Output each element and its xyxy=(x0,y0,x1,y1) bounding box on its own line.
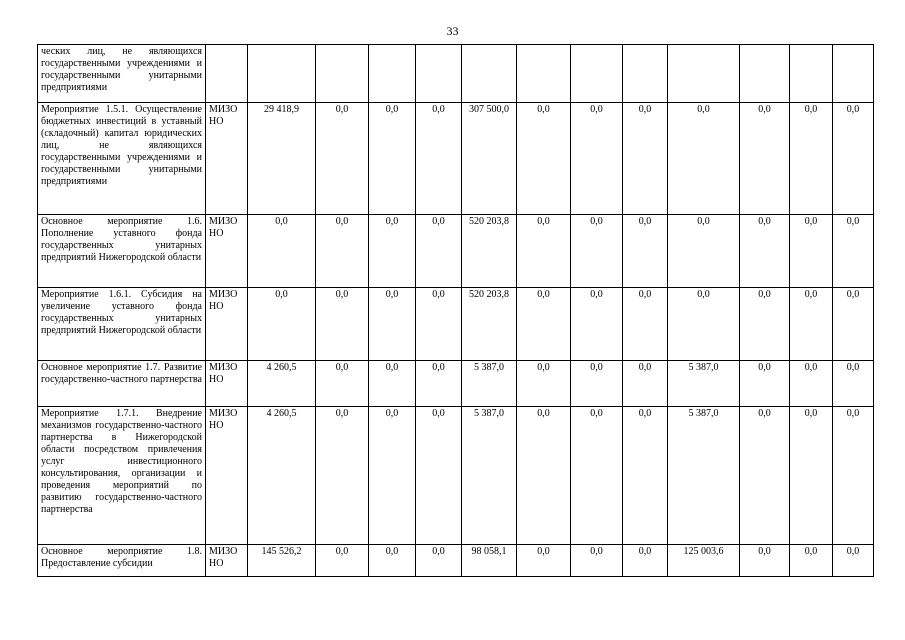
amount-cell: 0,0 xyxy=(416,215,462,288)
amount-cell: 0,0 xyxy=(369,103,416,215)
amount-cell: 0,0 xyxy=(571,288,623,361)
page-number: 33 xyxy=(446,24,459,38)
amount-cell xyxy=(416,45,462,103)
table-row xyxy=(38,45,874,103)
amount-cell: 4 260,5 xyxy=(248,361,316,407)
amount-cell: 0,0 xyxy=(571,215,623,288)
amount-cell: 98 058,1 xyxy=(462,545,517,577)
table-row xyxy=(38,215,874,288)
table-row xyxy=(38,288,874,361)
amount-cell: 520 203,8 xyxy=(462,215,517,288)
amount-cell: 0,0 xyxy=(668,288,740,361)
amount-cell: 0,0 xyxy=(790,215,833,288)
amount-cell: 5 387,0 xyxy=(668,407,740,545)
amount-cell xyxy=(571,45,623,103)
amount-cell: 520 203,8 xyxy=(462,288,517,361)
amount-cell: 0,0 xyxy=(316,545,369,577)
amount-cell: 0,0 xyxy=(833,215,874,288)
amount-cell: 0,0 xyxy=(416,361,462,407)
table-row xyxy=(38,103,874,215)
amount-cell: 0,0 xyxy=(517,545,571,577)
amount-cell: 0,0 xyxy=(416,545,462,577)
amount-cell: 0,0 xyxy=(833,545,874,577)
table-row xyxy=(38,361,874,407)
amount-cell: 0,0 xyxy=(790,288,833,361)
amount-cell xyxy=(369,45,416,103)
executor-cell: МИЗО НО xyxy=(206,361,248,407)
amount-cell: 0,0 xyxy=(668,215,740,288)
amount-cell: 145 526,2 xyxy=(248,545,316,577)
amount-cell: 0,0 xyxy=(369,361,416,407)
amount-cell: 0,0 xyxy=(369,215,416,288)
amount-cell xyxy=(740,45,790,103)
executor-cell xyxy=(206,45,248,103)
amount-cell: 5 387,0 xyxy=(462,407,517,545)
amount-cell: 0,0 xyxy=(833,361,874,407)
budget-table xyxy=(37,44,874,577)
amount-cell xyxy=(462,45,517,103)
amount-cell xyxy=(517,45,571,103)
amount-cell xyxy=(668,45,740,103)
executor-cell: МИЗО НО xyxy=(206,288,248,361)
amount-cell: 4 260,5 xyxy=(248,407,316,545)
amount-cell: 0,0 xyxy=(369,407,416,545)
activity-description: Основное мероприятие 1.8. Предоставление субсидии xyxy=(38,545,206,577)
amount-cell: 0,0 xyxy=(369,545,416,577)
amount-cell: 0,0 xyxy=(623,361,668,407)
amount-cell: 0,0 xyxy=(740,545,790,577)
amount-cell: 0,0 xyxy=(517,215,571,288)
amount-cell: 0,0 xyxy=(623,103,668,215)
amount-cell xyxy=(623,45,668,103)
amount-cell: 0,0 xyxy=(517,288,571,361)
amount-cell: 0,0 xyxy=(316,361,369,407)
amount-cell: 0,0 xyxy=(623,288,668,361)
activity-description: Мероприятие 1.5.1. Осуществление бюджетных инвестиций в уставный (складочный) капитал юридических лиц, не являющихся государственными учреждениями и государственными унитарными предприятиями xyxy=(38,103,206,215)
amount-cell: 0,0 xyxy=(833,103,874,215)
amount-cell xyxy=(833,45,874,103)
amount-cell: 0,0 xyxy=(316,288,369,361)
amount-cell: 0,0 xyxy=(623,545,668,577)
amount-cell: 0,0 xyxy=(790,361,833,407)
amount-cell: 0,0 xyxy=(316,407,369,545)
amount-cell: 0,0 xyxy=(740,215,790,288)
amount-cell: 0,0 xyxy=(790,103,833,215)
amount-cell: 0,0 xyxy=(248,215,316,288)
amount-cell: 0,0 xyxy=(740,103,790,215)
amount-cell: 0,0 xyxy=(416,103,462,215)
amount-cell: 0,0 xyxy=(790,545,833,577)
amount-cell: 0,0 xyxy=(416,288,462,361)
amount-cell: 0,0 xyxy=(316,215,369,288)
executor-cell: МИЗО НО xyxy=(206,103,248,215)
amount-cell: 0,0 xyxy=(416,407,462,545)
amount-cell: 125 003,6 xyxy=(668,545,740,577)
activity-description: Основное мероприятие 1.7. Развитие государственно-частного партнерства xyxy=(38,361,206,407)
amount-cell: 0,0 xyxy=(316,103,369,215)
amount-cell xyxy=(790,45,833,103)
amount-cell: 0,0 xyxy=(833,288,874,361)
amount-cell: 0,0 xyxy=(833,407,874,545)
amount-cell: 29 418,9 xyxy=(248,103,316,215)
amount-cell: 0,0 xyxy=(740,361,790,407)
amount-cell: 0,0 xyxy=(571,545,623,577)
activity-description: Мероприятие 1.7.1. Внедрение механизмов государственно-частного партнерства в Нижегородской области посредством привлечения услуг инвестиционного консультирования, организации и проведения мероприятий по развитию государственно-частного партнерства xyxy=(38,407,206,545)
amount-cell: 0,0 xyxy=(740,288,790,361)
amount-cell: 0,0 xyxy=(517,407,571,545)
amount-cell xyxy=(248,45,316,103)
amount-cell: 5 387,0 xyxy=(668,361,740,407)
amount-cell: 307 500,0 xyxy=(462,103,517,215)
amount-cell: 0,0 xyxy=(790,407,833,545)
amount-cell: 0,0 xyxy=(248,288,316,361)
executor-cell: МИЗО НО xyxy=(206,545,248,577)
activity-description: Мероприятие 1.6.1. Субсидия на увеличение уставного фонда государственных унитарных предприятий Нижегородской области xyxy=(38,288,206,361)
activity-description: Основное мероприятие 1.6. Пополнение уставного фонда государственных унитарных предприятий Нижегородской области xyxy=(38,215,206,288)
amount-cell: 5 387,0 xyxy=(462,361,517,407)
amount-cell: 0,0 xyxy=(571,361,623,407)
amount-cell: 0,0 xyxy=(740,407,790,545)
amount-cell: 0,0 xyxy=(517,361,571,407)
table-row xyxy=(38,407,874,545)
executor-cell: МИЗО НО xyxy=(206,407,248,545)
executor-cell: МИЗО НО xyxy=(206,215,248,288)
amount-cell: 0,0 xyxy=(668,103,740,215)
amount-cell: 0,0 xyxy=(571,407,623,545)
table-row xyxy=(38,545,874,577)
activity-description: ческих лиц, не являющихся государственными учреждениями и государственными унитарными предприятиями xyxy=(38,45,206,103)
amount-cell: 0,0 xyxy=(623,407,668,545)
amount-cell: 0,0 xyxy=(623,215,668,288)
amount-cell: 0,0 xyxy=(517,103,571,215)
amount-cell: 0,0 xyxy=(369,288,416,361)
amount-cell: 0,0 xyxy=(571,103,623,215)
amount-cell xyxy=(316,45,369,103)
